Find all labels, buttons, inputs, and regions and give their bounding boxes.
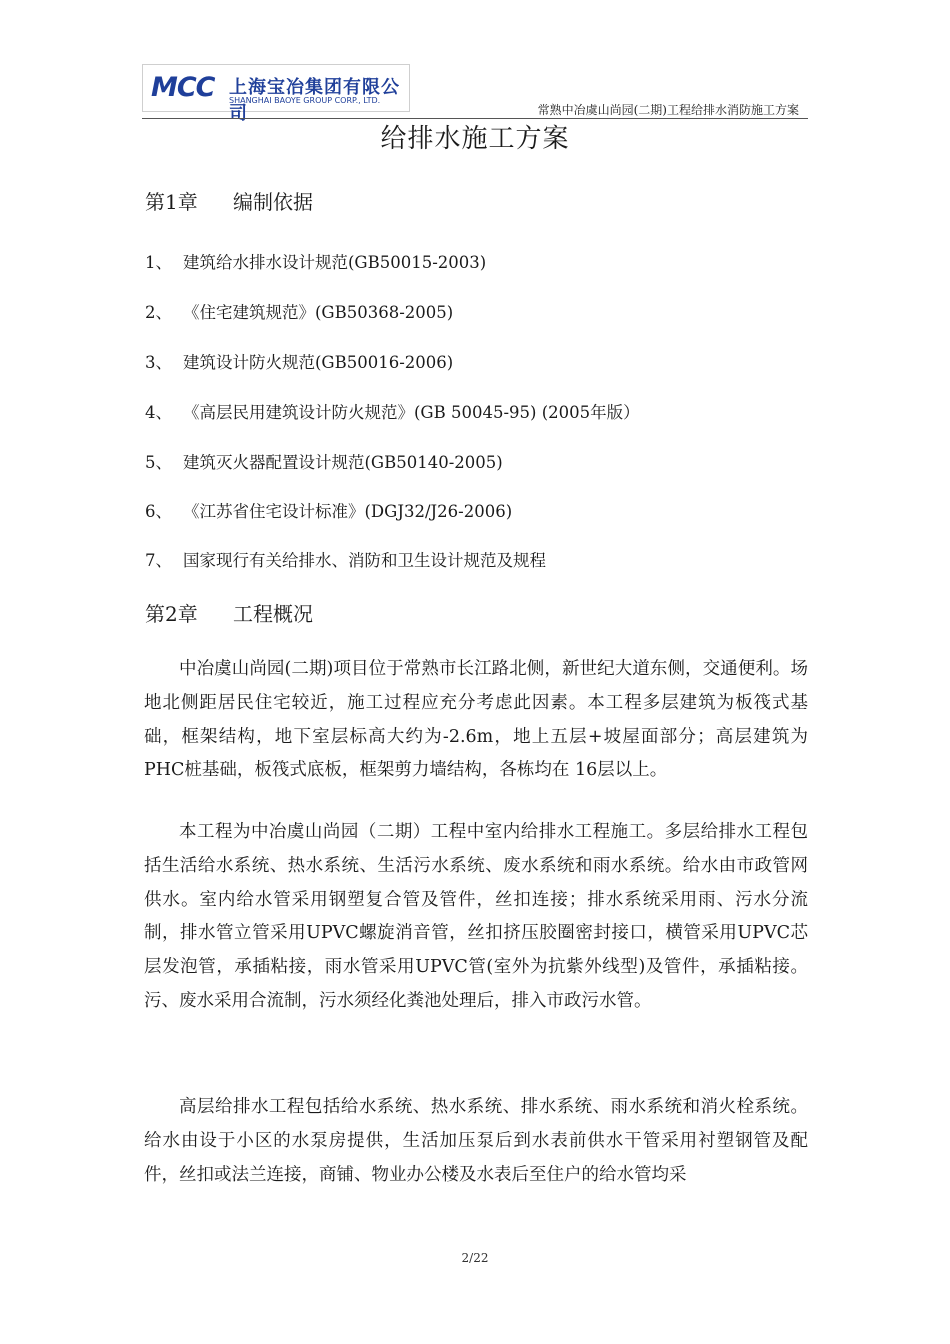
- list-item-text: 建筑给水排水设计规范(GB50015-2003): [183, 253, 487, 272]
- list-item-text: 《高层民用建筑设计防火规范》(GB 50045-95) (2005年版）: [183, 403, 640, 422]
- list-item-number: 3、: [145, 353, 172, 372]
- chapter-heading-1: [145, 186, 313, 215]
- chapter-heading-2: [145, 598, 313, 627]
- list-item-text: 《江苏省住宅设计标准》(DGJ32/J26-2006): [183, 502, 513, 521]
- body-paragraph: 高层给排水工程包括给水系统、热水系统、排水系统、雨水系统和消火栓系统。给水由设于小区的水泵房提供，生活加压泵后到水表前供水干管采用衬塑钢管及配件，丝扣或法兰连接，商铺、物业办公楼及水表后至住户的给水管均采: [144, 1097, 808, 1185]
- list-item-number: 5、: [145, 453, 172, 472]
- list-item: [145, 249, 486, 273]
- company-logo: [142, 64, 410, 124]
- list-item-number: 2、: [145, 303, 172, 322]
- body-paragraph: 本工程为中冶虞山尚园（二期）工程中室内给排水工程施工。多层给排水工程包括生活给水系统、热水系统、生活污水系统、废水系统和雨水系统。给水由市政管网供水。室内给水管采用钢塑复合管及管件，丝扣连接；排水系统采用雨、污水分流制，排水管立管采用UPVC螺旋消音管，丝扣挤压胶圈密封接口，横管采用UPVC芯层发泡管，承插粘接，雨水管采用UPVC管(室外为抗紫外线型)及管件，承插粘接。污、废水采用合流制，污水须经化粪池处理后，排入市政污水管。: [144, 822, 808, 1011]
- list-item-text: 建筑设计防火规范(GB50016-2006): [183, 353, 454, 372]
- document-header-title: 常熟中冶虞山尚园(二期)工程给排水消防施工方案: [537, 103, 799, 117]
- page-title: 给排水施工方案: [380, 124, 570, 154]
- list-item-text: 建筑灭火器配置设计规范(GB50140-2005): [183, 453, 503, 472]
- list-item: [145, 299, 453, 323]
- list-item: [145, 547, 546, 571]
- chapter-number: 第1章: [145, 190, 198, 214]
- list-item: [145, 349, 453, 373]
- list-item-number: 7、: [145, 551, 172, 570]
- chapter-title: 工程概况: [233, 602, 313, 626]
- body-paragraph: 中冶虞山尚园(二期)项目位于常熟市长江路北侧，新世纪大道东侧，交通便利。场地北侧距居民住宅较近，施工过程应充分考虑此因素。本工程多层建筑为板筏式基础，框架结构，地下室层标高大约为-2.6m，地上五层+坡屋面部分；高层建筑为PHC桩基础，板筏式底板，框架剪力墙结构，各栋均在 16层以上。: [144, 659, 808, 781]
- list-item: [145, 498, 512, 522]
- list-item-number: 1、: [145, 253, 172, 272]
- logo-english-name: SHANGHAI BAOYE GROUP CORP., LTD.: [229, 96, 381, 105]
- list-item: [145, 399, 640, 423]
- list-item-number: 4、: [145, 403, 172, 422]
- list-item: [145, 449, 503, 473]
- logo-company-name: 上海宝冶集团有限公司: [229, 77, 400, 124]
- list-item-number: 6、: [145, 502, 172, 521]
- list-item-text: 国家现行有关给排水、消防和卫生设计规范及规程: [183, 551, 546, 570]
- chapter-number: 第2章: [145, 602, 198, 626]
- list-item-text: 《住宅建筑规范》(GB50368-2005): [183, 303, 454, 322]
- page-number: 2/22: [461, 1251, 489, 1265]
- chapter-title: 编制依据: [233, 190, 313, 214]
- logo-mark: MCC: [151, 72, 215, 103]
